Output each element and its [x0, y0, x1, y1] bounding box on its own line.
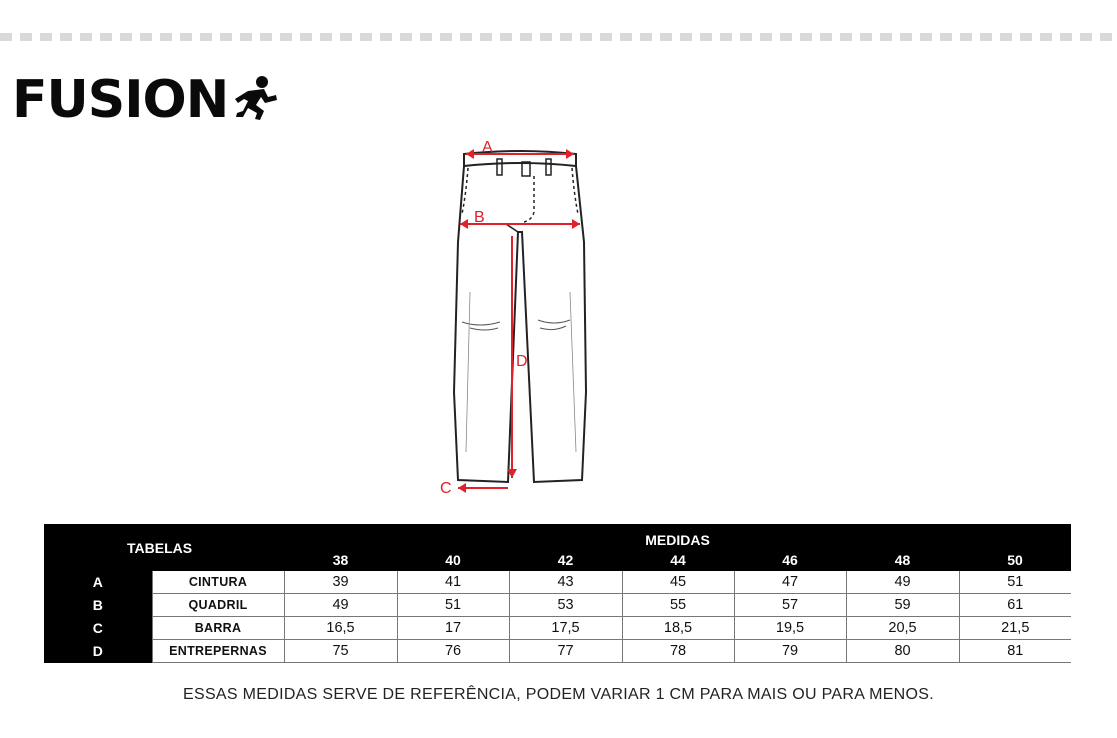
disclaimer-text: ESSAS MEDIDAS SERVE DE REFERÊNCIA, PODEM VARIAR 1 CM PARA MAIS OU PARA MENOS.: [183, 686, 934, 703]
table-row: [44, 617, 1071, 640]
table-title: TABELAS: [44, 524, 284, 571]
table-cell: 61: [959, 594, 1071, 617]
table-cell: 18,5: [622, 617, 734, 640]
measures-header: MEDIDAS: [284, 524, 1071, 548]
table-cell: 47: [734, 571, 846, 594]
table-row: [44, 594, 1071, 617]
table-cell: 45: [622, 571, 734, 594]
table-row: [44, 571, 1071, 594]
table-cell: 20,5: [846, 617, 959, 640]
row-letter: D: [44, 640, 152, 663]
row-label: ENTREPERNAS: [152, 640, 284, 663]
row-letter: B: [44, 594, 152, 617]
size-header: 38: [284, 548, 397, 571]
table-cell: 80: [846, 640, 959, 663]
pants-measurement-diagram: [430, 132, 600, 507]
size-chart-table: [44, 524, 1071, 663]
table-cell: 49: [846, 571, 959, 594]
row-letter: C: [44, 617, 152, 640]
table-cell: 49: [284, 594, 397, 617]
table-row: [44, 640, 1071, 663]
table-cell: 17: [397, 617, 509, 640]
size-header: 42: [509, 548, 622, 571]
top-dashed-divider: [0, 33, 1117, 41]
table-cell: 51: [397, 594, 509, 617]
table-cell: 78: [622, 640, 734, 663]
row-label: CINTURA: [152, 571, 284, 594]
size-header: 46: [734, 548, 846, 571]
disclaimer-footnote: [0, 686, 1117, 704]
table-cell: 55: [622, 594, 734, 617]
row-label: BARRA: [152, 617, 284, 640]
table-cell: 75: [284, 640, 397, 663]
brand-name: FUSION: [12, 70, 229, 130]
size-header: 48: [846, 548, 959, 571]
label-d: D: [516, 353, 528, 370]
table-cell: 81: [959, 640, 1071, 663]
table-cell: 57: [734, 594, 846, 617]
table-header-row: [44, 524, 1071, 548]
table-cell: 76: [397, 640, 509, 663]
row-letter: A: [44, 571, 152, 594]
size-header: 40: [397, 548, 509, 571]
running-figure-icon: [234, 75, 278, 126]
table-cell: 16,5: [284, 617, 397, 640]
table-cell: 51: [959, 571, 1071, 594]
table-cell: 39: [284, 571, 397, 594]
table-cell: 59: [846, 594, 959, 617]
size-header: 50: [959, 548, 1071, 571]
brand-logo: [12, 70, 278, 130]
label-c: C: [440, 480, 452, 497]
table-cell: 77: [509, 640, 622, 663]
size-header: 44: [622, 548, 734, 571]
table-cell: 19,5: [734, 617, 846, 640]
table-cell: 79: [734, 640, 846, 663]
label-a: A: [482, 139, 493, 156]
row-label: QUADRIL: [152, 594, 284, 617]
table-cell: 41: [397, 571, 509, 594]
table-cell: 17,5: [509, 617, 622, 640]
label-b: B: [474, 209, 485, 226]
table-cell: 43: [509, 571, 622, 594]
table-cell: 21,5: [959, 617, 1071, 640]
table-cell: 53: [509, 594, 622, 617]
